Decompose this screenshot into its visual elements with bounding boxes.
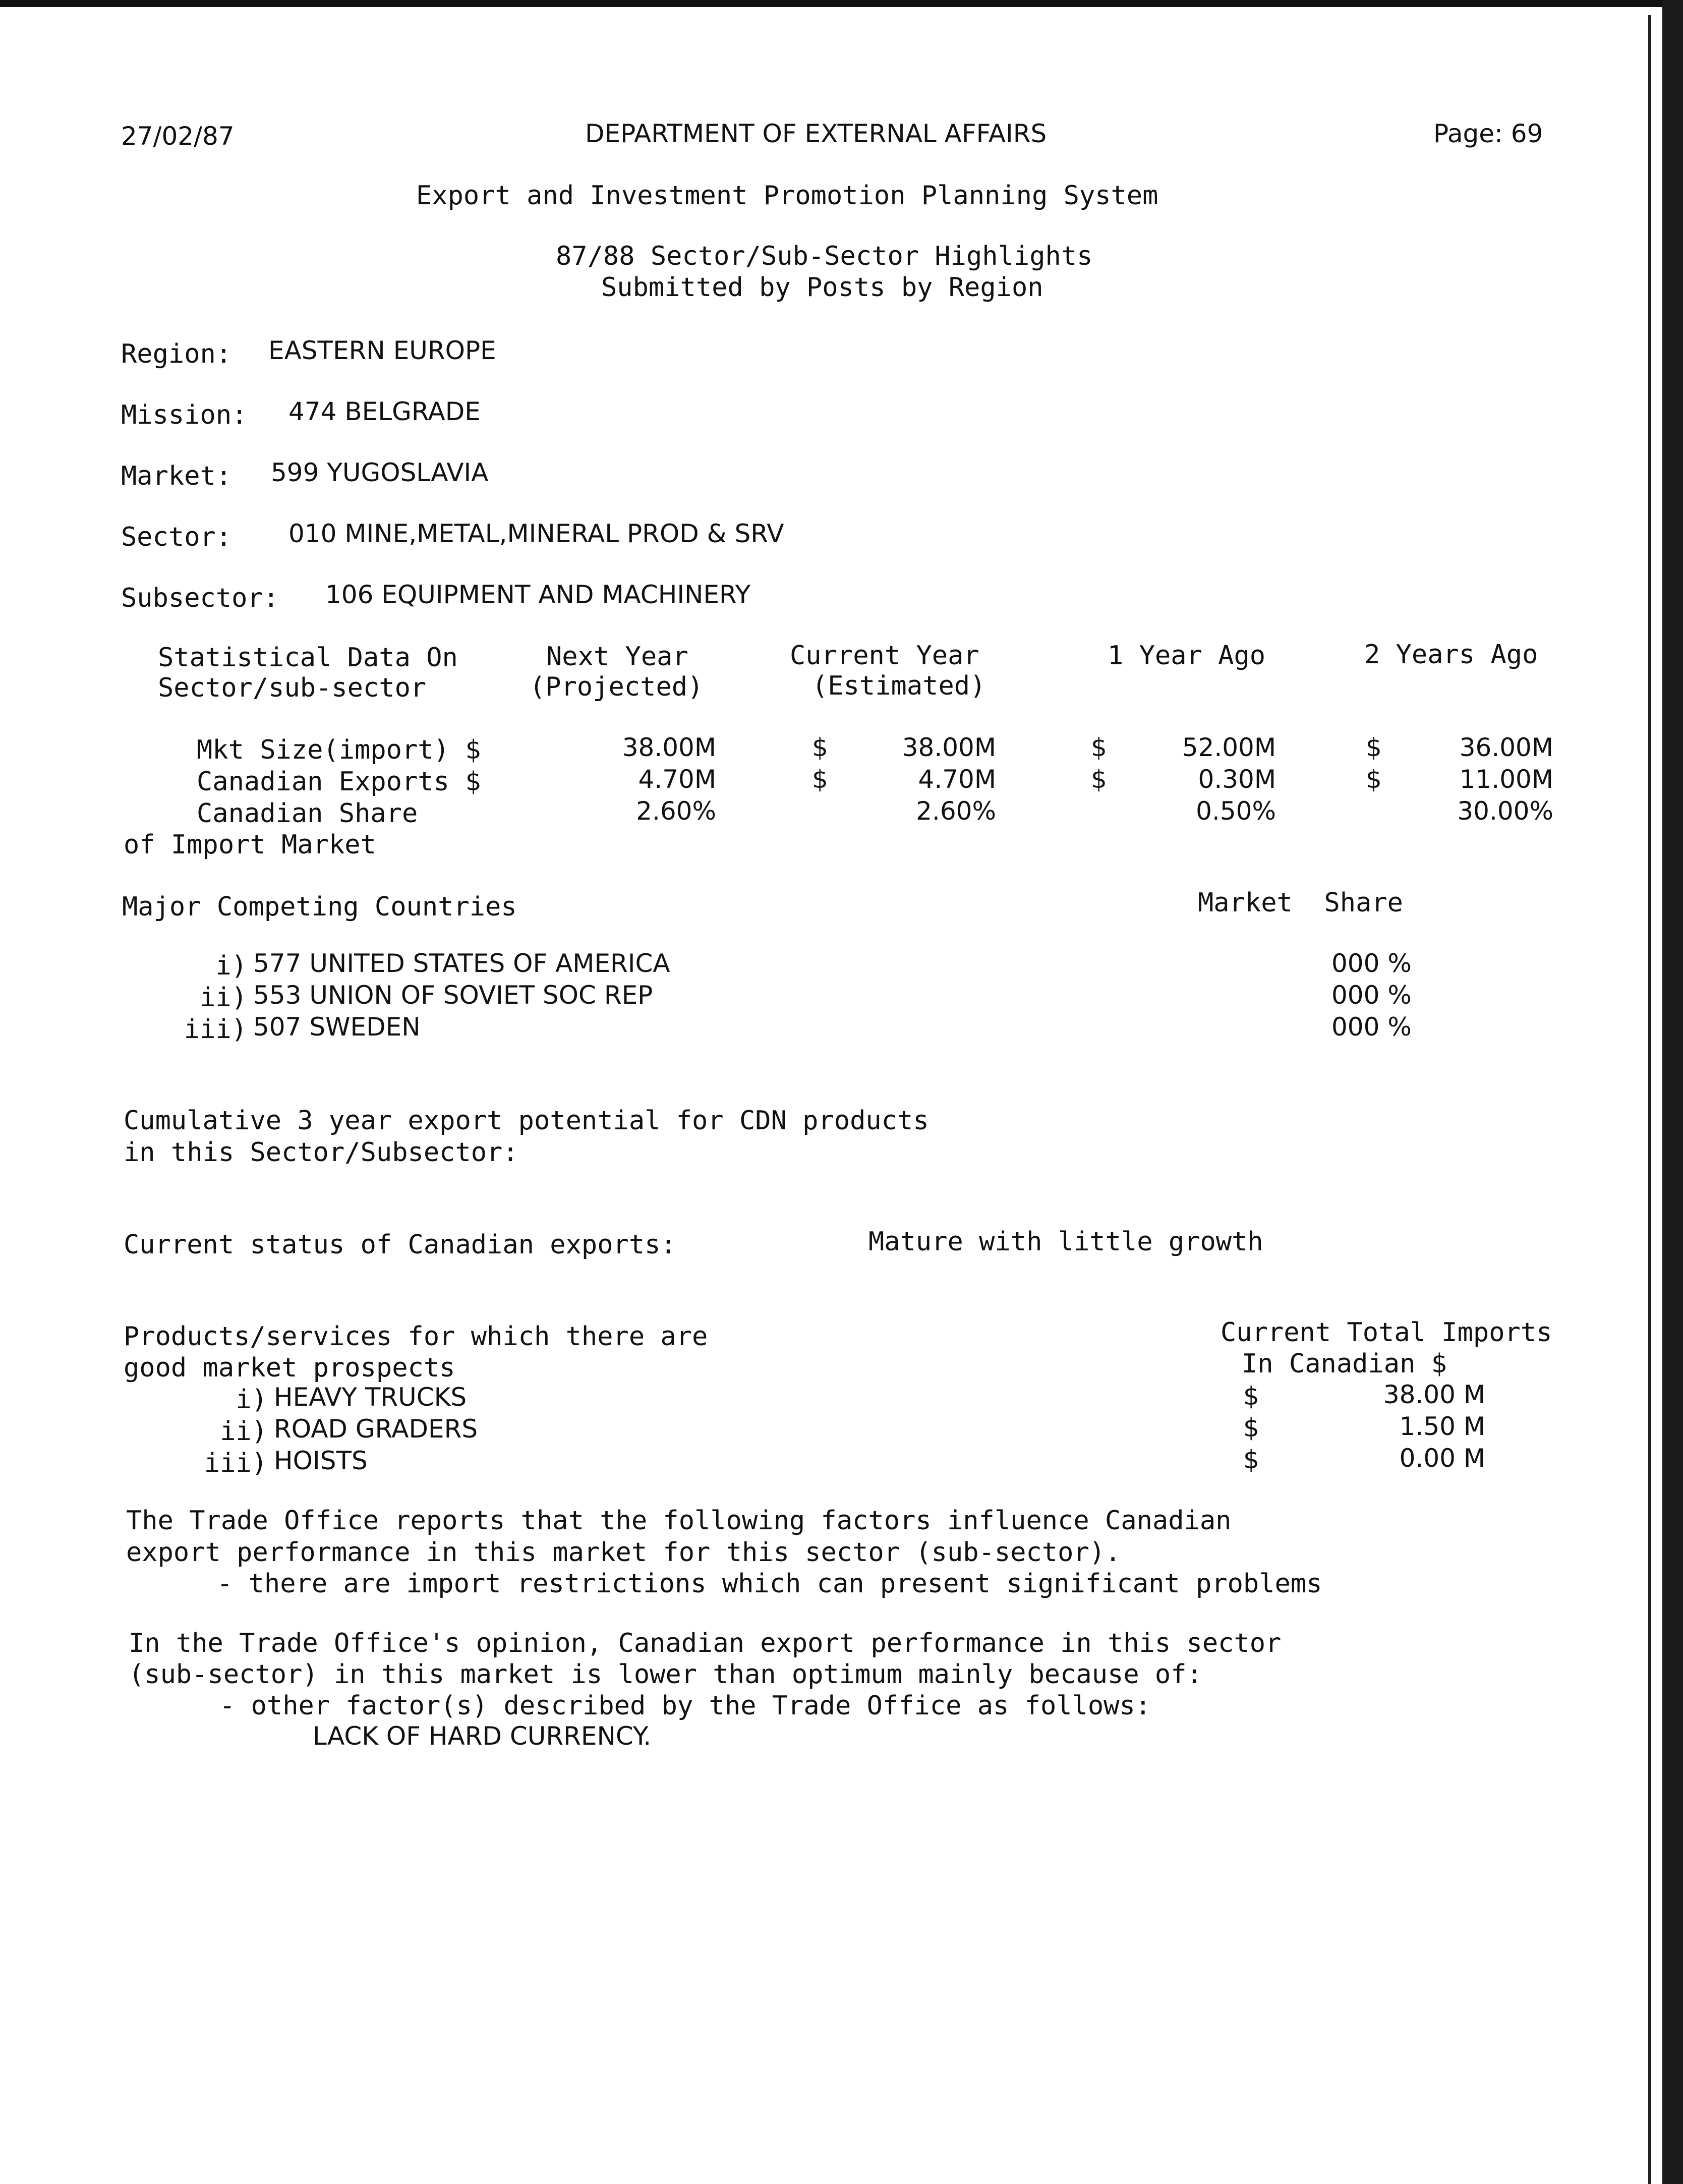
system-title: Export and Investment Promotion Planning System bbox=[416, 181, 1158, 211]
column-header-2-years-ago: 2 Years Ago bbox=[1364, 640, 1538, 670]
stats-heading-line2: Sector/sub-sector bbox=[158, 673, 427, 703]
status-label: Current status of Canadian exports: bbox=[124, 1230, 676, 1260]
products-heading-line1: Products/services for which there are bbox=[124, 1321, 708, 1352]
table-cell: 30.00% bbox=[1457, 796, 1553, 826]
product-name: HOISTS bbox=[274, 1446, 368, 1475]
competitors-heading: Major Competing Countries bbox=[122, 892, 517, 922]
competitor-country: 577 UNITED STATES OF AMERICA bbox=[253, 949, 670, 978]
market-label: Market: bbox=[121, 461, 232, 491]
currency-symbol: $ bbox=[1091, 765, 1107, 794]
product-import-amount: 1.50 M bbox=[1399, 1412, 1485, 1441]
sector-value: 010 MINE,METAL,MINERAL PROD & SRV bbox=[288, 519, 784, 548]
potential-line2: in this Sector/Subsector: bbox=[124, 1137, 518, 1168]
table-cell: 0.30M bbox=[1198, 765, 1276, 794]
column-subheader-next-year: (Projected) bbox=[530, 672, 704, 702]
department-title: DEPARTMENT OF EXTERNAL AFFAIRS bbox=[585, 119, 1047, 148]
row-label: Canadian Exports $ bbox=[197, 767, 481, 797]
row-label: Mkt Size(import) $ bbox=[197, 735, 481, 765]
table-cell: 52.00M bbox=[1182, 733, 1276, 762]
scan-right-edge bbox=[1648, 15, 1662, 2184]
product-import-amount: 38.00 M bbox=[1383, 1380, 1485, 1409]
item-number: i) bbox=[215, 951, 247, 981]
table-cell: 4.70M bbox=[638, 765, 716, 794]
competitor-share: 000 % bbox=[1331, 949, 1412, 978]
mission-value: 474 BELGRADE bbox=[288, 397, 481, 426]
currency-symbol: $ bbox=[1366, 765, 1382, 794]
opinion-line1: In the Trade Office's opinion, Canadian export performance in this sector bbox=[129, 1628, 1282, 1658]
currency-symbol: $ bbox=[1243, 1413, 1259, 1443]
table-cell: 0.50% bbox=[1196, 796, 1276, 826]
imports-heading-line1: Current Total Imports bbox=[1221, 1317, 1552, 1348]
stats-heading-line1: Statistical Data On bbox=[158, 643, 458, 673]
report-date: 27/02/87 bbox=[121, 122, 235, 151]
currency-symbol: $ bbox=[1243, 1445, 1259, 1474]
currency-symbol: $ bbox=[812, 765, 828, 794]
table-cell: 11.00M bbox=[1459, 765, 1553, 794]
currency-symbol: $ bbox=[812, 733, 828, 762]
report-subtitle: Submitted by Posts by Region bbox=[601, 272, 1043, 303]
opinion-line4: LACK OF HARD CURRENCY. bbox=[313, 1721, 652, 1751]
mission-label: Mission: bbox=[121, 400, 248, 430]
currency-symbol: $ bbox=[1091, 733, 1107, 762]
imports-heading-line2: In Canadian $ bbox=[1242, 1349, 1447, 1379]
potential-line1: Cumulative 3 year export potential for CDN products bbox=[124, 1106, 929, 1136]
report-title: 87/88 Sector/Sub-Sector Highlights bbox=[556, 241, 1093, 271]
column-header-next-year: Next Year bbox=[546, 642, 688, 672]
table-cell: 38.00M bbox=[622, 733, 716, 762]
products-heading-line2: good market prospects bbox=[124, 1353, 455, 1383]
sector-label: Sector: bbox=[121, 522, 232, 552]
item-number: ii) bbox=[200, 983, 247, 1013]
item-number: ii) bbox=[220, 1416, 267, 1447]
factors-line3: - there are import restrictions which can present significant problems bbox=[217, 1569, 1322, 1599]
region-value: EASTERN EUROPE bbox=[268, 336, 496, 365]
status-value: Mature with little growth bbox=[868, 1227, 1263, 1257]
currency-symbol: $ bbox=[1366, 733, 1382, 762]
page-number: Page: 69 bbox=[1433, 119, 1543, 148]
product-name: ROAD GRADERS bbox=[274, 1414, 478, 1444]
column-header-current-year: Current Year bbox=[790, 641, 979, 671]
competitor-country: 553 UNION OF SOVIET SOC REP bbox=[253, 981, 653, 1010]
table-cell: 36.00M bbox=[1459, 733, 1553, 762]
item-number: iii) bbox=[204, 1448, 267, 1478]
competitor-country: 507 SWEDEN bbox=[253, 1012, 421, 1042]
product-name: HEAVY TRUCKS bbox=[274, 1383, 467, 1412]
item-number: i) bbox=[236, 1385, 267, 1415]
competitor-share: 000 % bbox=[1331, 981, 1412, 1010]
scan-shadow bbox=[1662, 0, 1683, 2184]
table-cell: 2.60% bbox=[636, 796, 716, 826]
currency-symbol: $ bbox=[1243, 1382, 1259, 1411]
share-suffix: of Import Market bbox=[124, 830, 376, 860]
scan-top-edge bbox=[0, 0, 1683, 7]
opinion-line3: - other factor(s) described by the Trade Office as follows: bbox=[219, 1691, 1151, 1721]
subsector-value: 106 EQUIPMENT AND MACHINERY bbox=[325, 580, 751, 609]
table-cell: 2.60% bbox=[916, 796, 996, 826]
opinion-line2: (sub-sector) in this market is lower than optimum mainly because of: bbox=[129, 1659, 1202, 1690]
factors-line2: export performance in this market for this sector (sub-sector). bbox=[126, 1537, 1121, 1568]
market-value: 599 YUGOSLAVIA bbox=[271, 458, 489, 487]
table-cell: 4.70M bbox=[918, 765, 996, 794]
table-cell: 38.00M bbox=[902, 733, 996, 762]
competitor-share: 000 % bbox=[1331, 1012, 1412, 1042]
region-label: Region: bbox=[121, 339, 232, 369]
market-share-heading: Market Share bbox=[1198, 888, 1403, 918]
factors-line1: The Trade Office reports that the following factors influence Canadian bbox=[126, 1506, 1232, 1536]
column-subheader-current-year: (Estimated) bbox=[812, 671, 986, 701]
product-import-amount: 0.00 M bbox=[1399, 1444, 1485, 1473]
item-number: iii) bbox=[184, 1014, 247, 1045]
row-label: Canadian Share bbox=[197, 798, 418, 829]
subsector-label: Subsector: bbox=[121, 583, 279, 613]
column-header-1-year-ago: 1 Year Ago bbox=[1108, 641, 1266, 671]
